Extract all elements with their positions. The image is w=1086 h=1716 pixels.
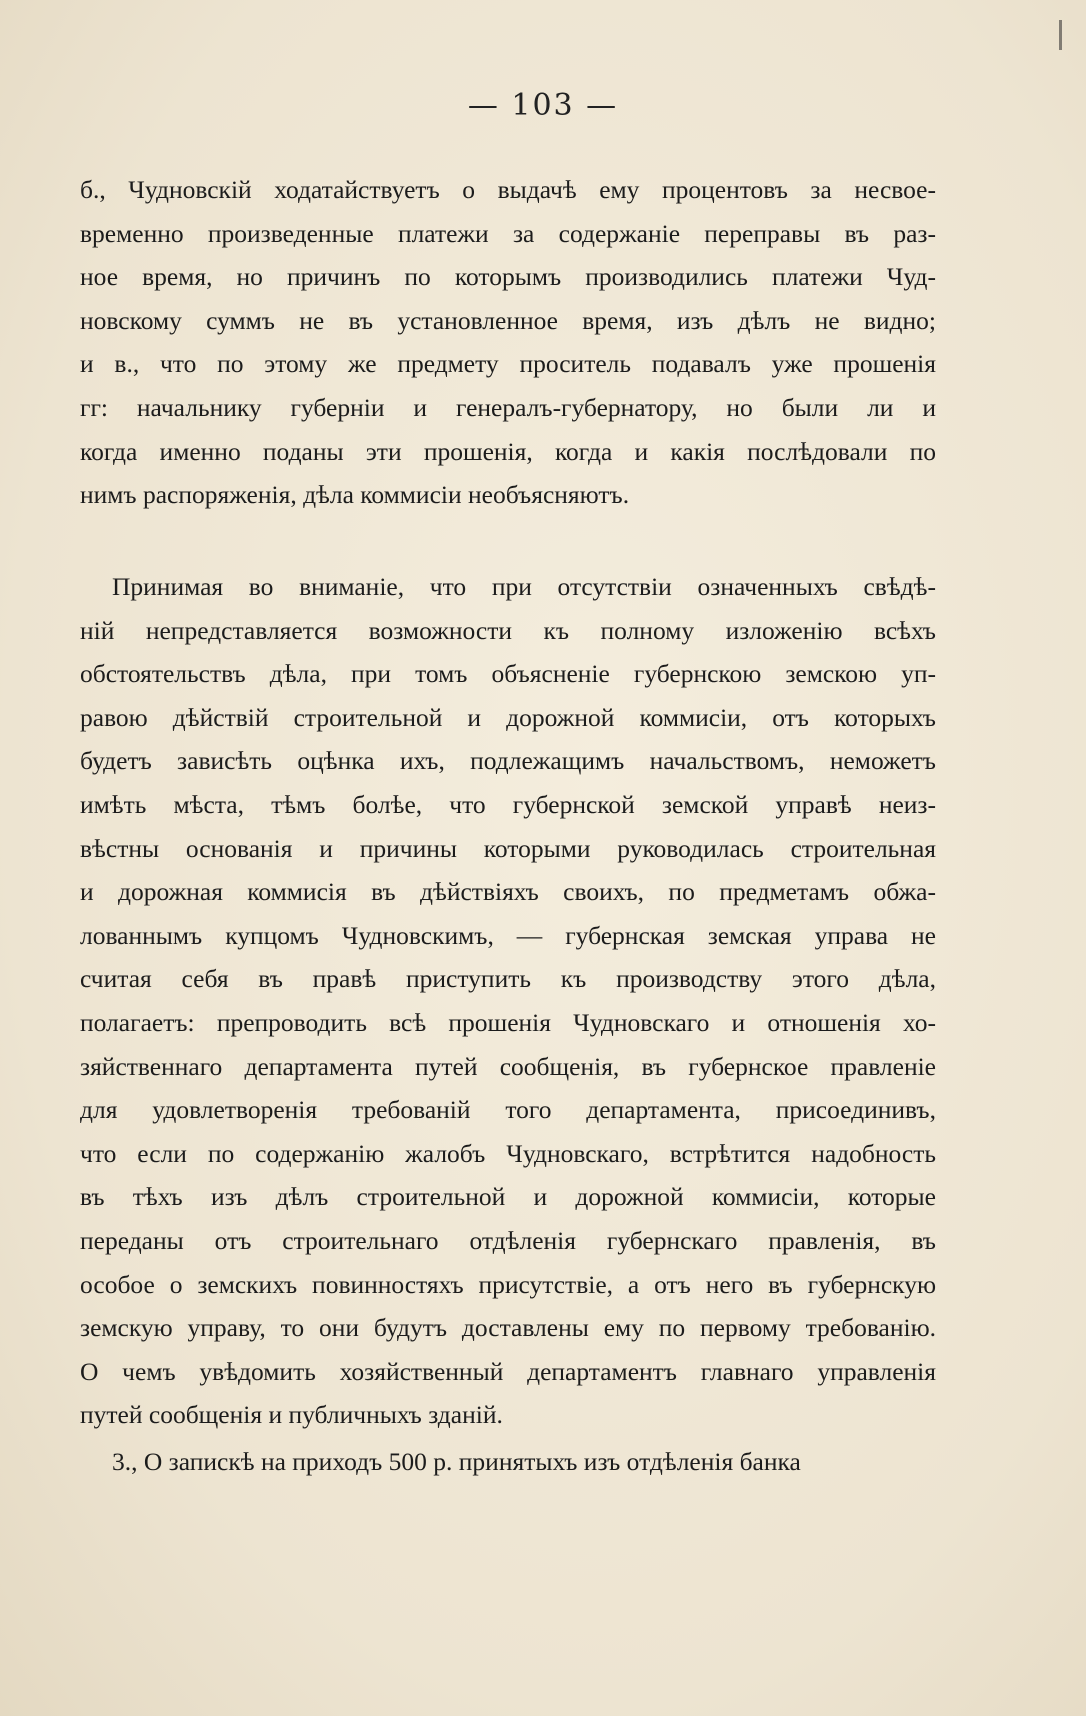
text-line: имѣть мѣста, тѣмъ болѣе, что губернской земской управѣ неиз- xyxy=(80,789,936,819)
paragraph-item-3-visible xyxy=(80,1440,936,1484)
text-line: особое о земскихъ повинностяхъ присутствіе, а отъ него въ губернскую xyxy=(80,1269,936,1299)
text-line: и в., что по этому же предмету проситель подавалъ уже прошенія xyxy=(80,349,936,379)
text-line: обстоятельствъ дѣла, при томъ объясненіе губернскою земскою уп- xyxy=(80,659,936,689)
page-number: — 103 — xyxy=(467,88,619,123)
text-line: временно произведенные платежи за содержаніе переправы въ раз- xyxy=(80,218,936,248)
text-line: лованнымъ купцомъ Чудновскимъ, — губернская земская управа не xyxy=(80,920,936,950)
text-line: зяйственнаго департамента путей сообщенія, въ губернское правленіе xyxy=(80,1051,936,1081)
text-line: ное время, но причинъ по которымъ производились платежи Чуд- xyxy=(80,262,936,292)
text-line: нимъ распоряженія, дѣла коммисіи необъясняютъ. xyxy=(80,480,630,510)
text-line: земскую управу, то они будутъ доставлены ему по первому требованію. xyxy=(80,1313,936,1343)
text-line: въ тѣхъ изъ дѣлъ строительной и дорожной коммисіи, которые xyxy=(80,1182,936,1212)
text-line: равою дѣйствій строительной и дорожной коммисіи, отъ которыхъ xyxy=(80,702,936,732)
text-line: считая себя въ правѣ приступить къ производству этого дѣла, xyxy=(80,964,936,994)
text-line: полагаетъ: препроводить всѣ прошенія Чудновскаго и отношенія хо- xyxy=(80,1007,936,1037)
text-line: О чемъ увѣдомить хозяйственный департаментъ главнаго управленія xyxy=(80,1356,936,1386)
text-line: переданы отъ строительнаго отдѣленія губернскаго правленія, въ xyxy=(80,1225,936,1255)
text-line: Принимая во вниманіе, что при отсутствіи означенныхъ свѣдѣ- xyxy=(112,572,936,601)
text-line: и дорожная коммисія въ дѣйствіяхъ своихъ, по предметамъ обжа- xyxy=(80,877,936,907)
text-line: вѣстны основанія и причины которыми руководилась строительная xyxy=(80,833,936,863)
page-edge-mark xyxy=(1045,20,1062,50)
text-line: б., Чудновскій ходатайствуетъ о выдачѣ ему процентовъ за несвое- xyxy=(80,175,936,204)
text-line: будетъ зависѣть оцѣнка ихъ, подлежащимъ начальствомъ, неможетъ xyxy=(80,746,936,776)
text-line: гг: начальнику губерніи и генералъ-губернатору, но были ли и xyxy=(80,392,936,422)
text-line: 3., О запискѣ на приходъ 500 р. принятыхъ изъ отдѣленія банка xyxy=(112,1447,801,1476)
text-line: для удовлетворенія требованій того департамента, присоединивъ, xyxy=(80,1095,936,1125)
paragraph-main xyxy=(80,565,936,1437)
text-line: путей сообщенія и публичныхъ зданій. xyxy=(80,1400,503,1430)
text-line: что если по содержанію жалобъ Чудновскаго, встрѣтится надобность xyxy=(80,1138,936,1168)
text-line: новскому суммъ не въ установленное время, изъ дѣлъ не видно; xyxy=(80,305,936,335)
text-line: когда именно поданы эти прошенія, когда и какія послѣдовали по xyxy=(80,436,936,466)
paragraph-continuation xyxy=(80,168,936,517)
text-line: ній непредставляется возможности къ полному изложенію всѣхъ xyxy=(80,615,936,645)
